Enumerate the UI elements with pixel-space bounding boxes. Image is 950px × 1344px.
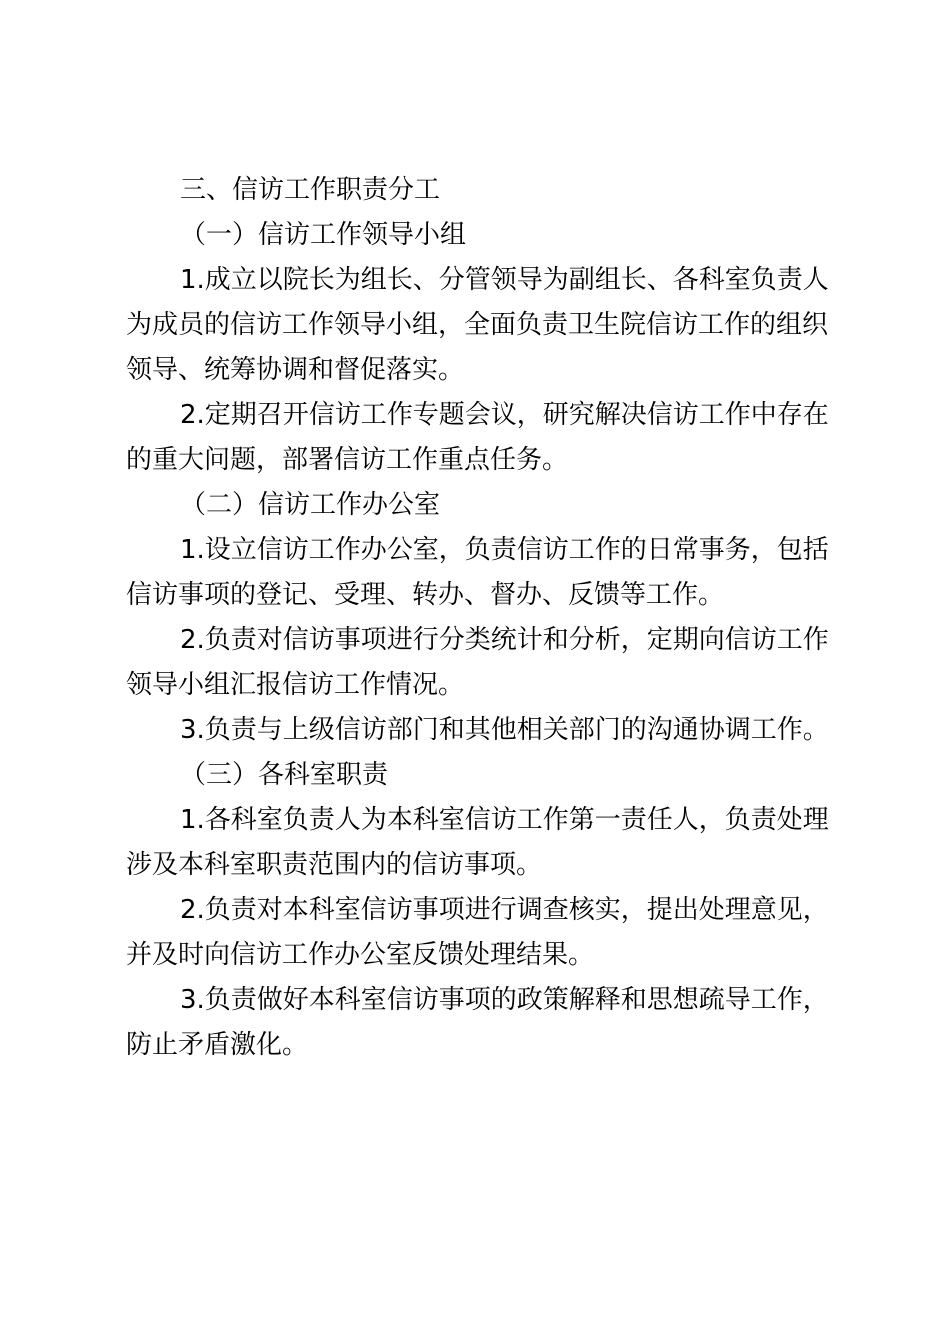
paragraph-line: 1.设立信访工作办公室，负责信访工作的日常事务，包括: [180, 535, 829, 565]
paragraph-line: 信访事项的登记、受理、转办、督办、反馈等工作。: [126, 580, 725, 610]
paragraph-line: 3.负责做好本科室信访事项的政策解释和思想疏导工作，: [180, 985, 829, 1015]
section-heading: 三、信访工作职责分工: [180, 175, 441, 205]
subsection-heading-departments: （三）各科室职责: [180, 760, 389, 790]
paragraph-line: 防止矛盾激化。: [126, 1030, 309, 1060]
paragraph-line: 1.成立以院长为组长、分管领导为副组长、各科室负责人: [180, 265, 829, 295]
paragraph-line: 1.各科室负责人为本科室信访工作第一责任人，负责处理: [180, 805, 829, 835]
paragraph-line: 并及时向信访工作办公室反馈处理结果。: [126, 940, 595, 970]
paragraph-line: 领导小组汇报信访工作情况。: [126, 670, 465, 700]
paragraph-line: 2.定期召开信访工作专题会议，研究解决信访工作中存在: [180, 400, 829, 430]
paragraph-line: 涉及本科室职责范围内的信访事项。: [126, 850, 543, 880]
paragraph-line: 领导、统筹协调和督促落实。: [126, 355, 465, 385]
paragraph-line: 2.负责对本科室信访事项进行调查核实，提出处理意见，: [180, 895, 829, 925]
subsection-heading-leadership-group: （一）信访工作领导小组: [180, 220, 467, 250]
paragraph-line: 2.负责对信访事项进行分类统计和分析，定期向信访工作: [180, 625, 829, 655]
subsection-heading-office: （二）信访工作办公室: [180, 490, 441, 520]
document-body: [126, 168, 834, 1068]
paragraph-line: 的重大问题，部署信访工作重点任务。: [126, 445, 569, 475]
paragraph-line: 为成员的信访工作领导小组，全面负责卫生院信访工作的组织: [126, 310, 829, 340]
paragraph-line: 3.负责与上级信访部门和其他相关部门的沟通协调工作。: [180, 715, 829, 745]
